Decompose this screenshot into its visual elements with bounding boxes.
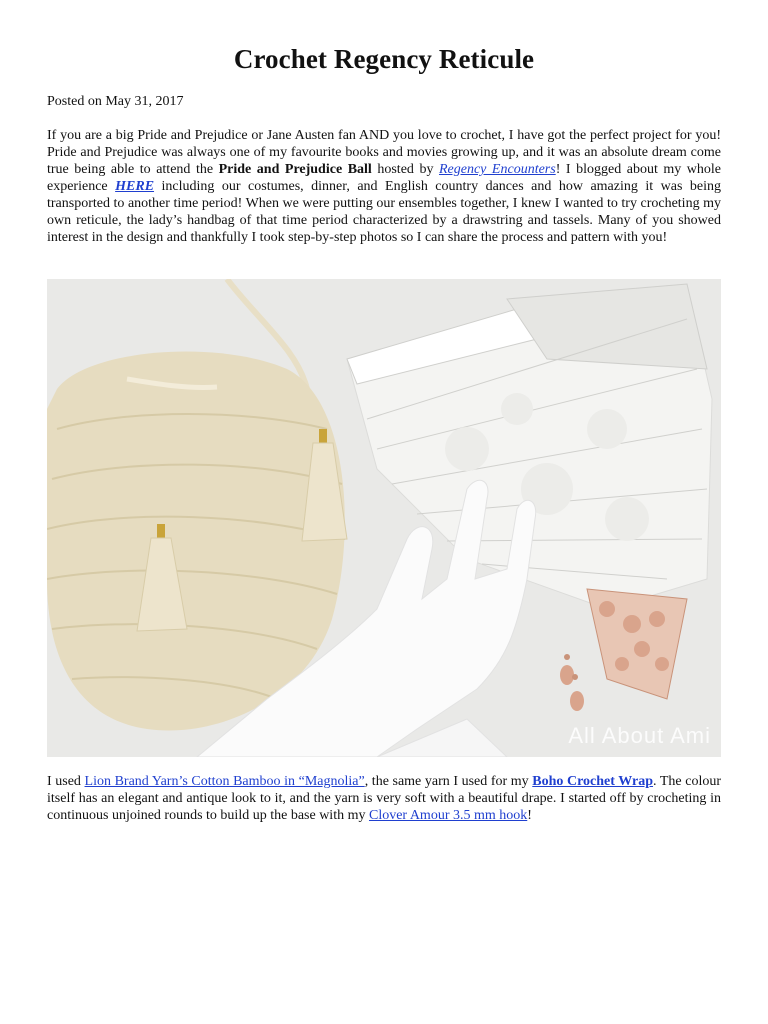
reticule-photo <box>47 279 721 757</box>
yarn-text-4: ! <box>527 808 532 823</box>
clover-amour-hook-link[interactable]: Clover Amour 3.5 mm hook <box>368 808 528 823</box>
intro-paragraph <box>47 127 721 246</box>
here-link[interactable]: HERE <box>115 179 155 194</box>
pride-prejudice-ball-bold: Pride and Prejudice Ball <box>218 162 372 177</box>
watermark: All About Ami <box>568 723 711 748</box>
intro-text-4: including our costumes, dinner, and English country dances and how amazing it was being transported to another time period! When we were putting our ensembles together, I knew I wanted to try crocheting my own reticule, the lady’s handbag of that time period characterized by a drawstring and tassels. Many of you showed interest in the design and thankfully I took step-by-step photos so I can share the process and pattern with you! <box>47 179 722 245</box>
intro-text-1: If you are a big Pride and Prejudice or Jane Austen fan AND you love to crochet, I have got the perfect project for you! Pride and Prejudice was always one of my favourite books and movies growing up, and it was an absolute dream come true being able to attend the <box>47 128 721 177</box>
posted-date: Posted on May 31, 2017 <box>47 94 184 109</box>
regency-encounters-link[interactable]: Regency Encounters <box>438 162 556 177</box>
photo-illustration <box>47 279 721 757</box>
lion-brand-yarn-link[interactable]: Lion Brand Yarn’s Cotton Bamboo in “Magnolia” <box>84 774 365 789</box>
page-title: Crochet Regency Reticule <box>233 44 535 74</box>
yarn-paragraph <box>47 773 721 824</box>
boho-crochet-wrap-link[interactable]: Boho Crochet Wrap <box>532 774 654 789</box>
yarn-text-3: . The colour itself has an elegant and antique look to it, and the yarn is very soft with a beautiful drape. I started off by crocheting in continuous unjoined rounds to build up the base with my <box>47 774 722 823</box>
yarn-text-2: , the same yarn I used for my <box>364 774 533 789</box>
intro-text-2: hosted by <box>371 162 439 177</box>
yarn-text-1: I used <box>47 774 85 789</box>
intro-text-3: ! I blogged about my whole experience <box>47 162 722 194</box>
